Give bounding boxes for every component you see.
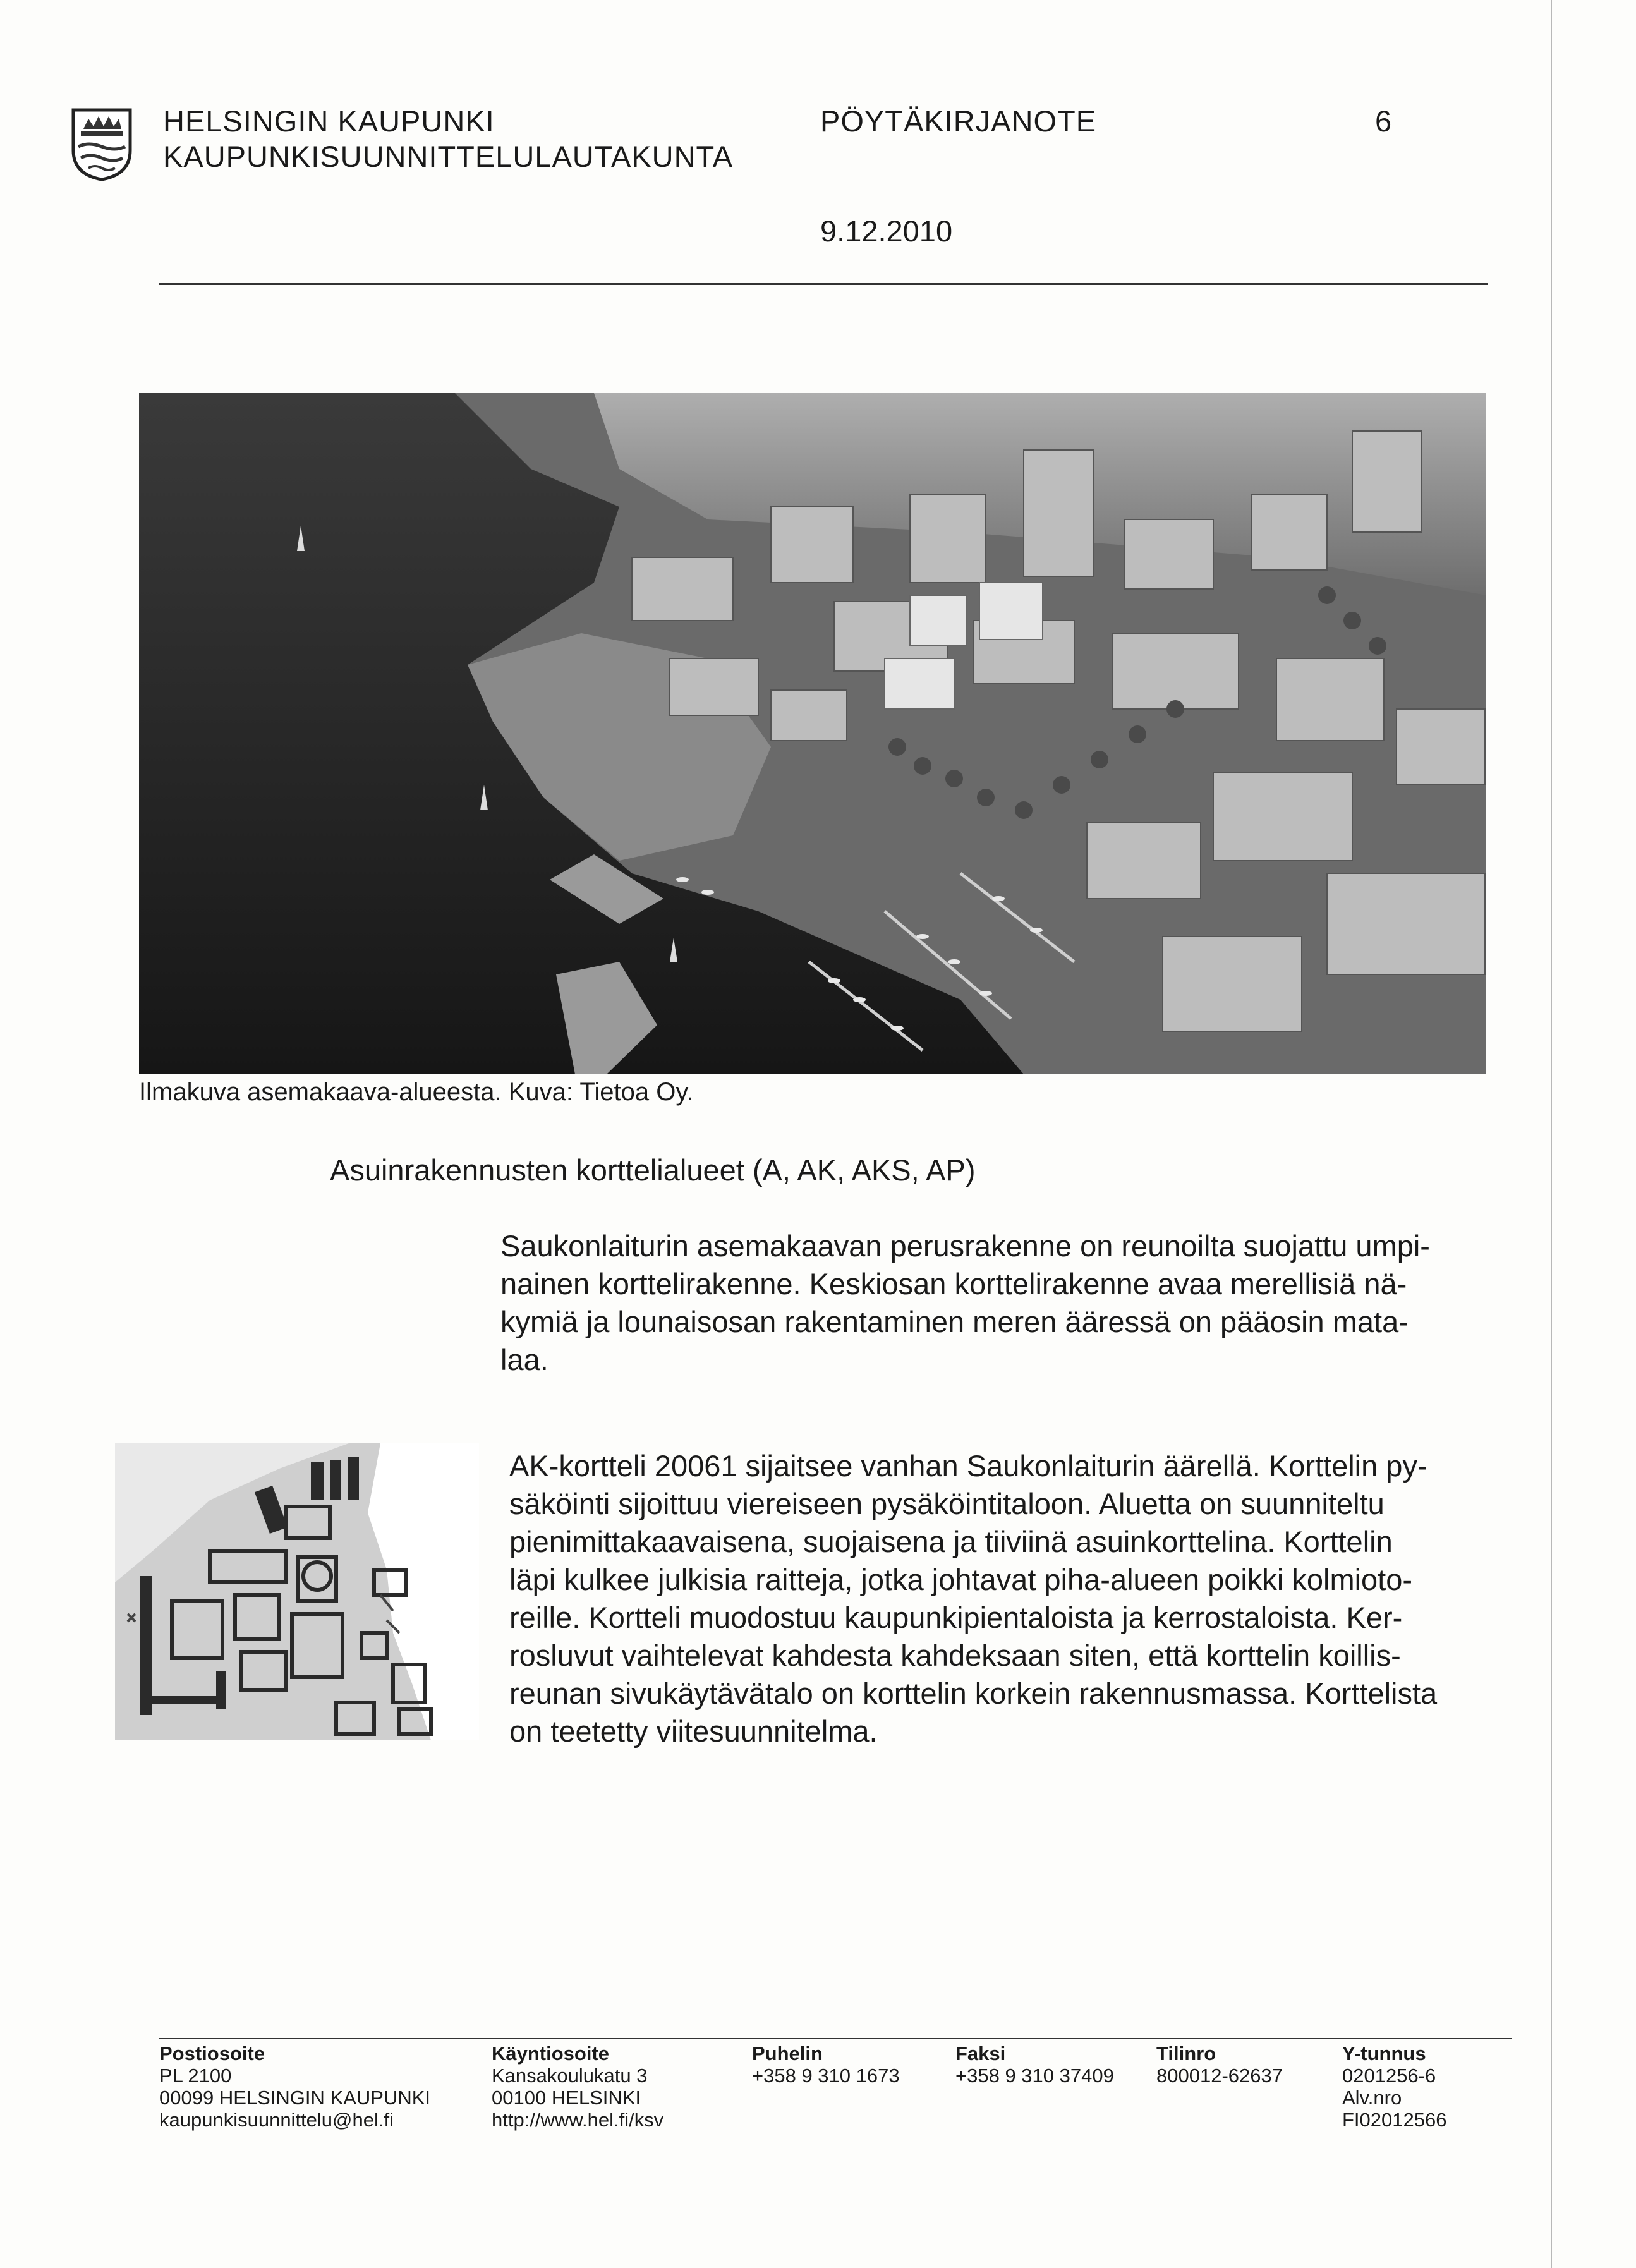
helsinki-crest-icon xyxy=(70,106,134,182)
section-heading: Asuinrakennusten korttelialueet (A, AK, AKS, AP) xyxy=(330,1153,976,1187)
aerial-image xyxy=(139,393,1486,1074)
paragraph-line: rosluvut vaihtelevat kahdesta kahdeksaan siten, että korttelin koillis- xyxy=(509,1639,1401,1672)
footer-fax xyxy=(955,2042,1114,2087)
paragraph-structure xyxy=(500,1227,1430,1379)
paragraph-line: Saukonlaiturin asemakaavan perusrakenne on reunoilta suojattu umpi- xyxy=(500,1229,1430,1263)
paragraph-line: AK-kortteli 20061 sijaitsee vanhan Saukonlaiturin äärellä. Korttelin py- xyxy=(509,1449,1427,1483)
footer-value: FI02012566 xyxy=(1342,2109,1447,2131)
scan-page-edge xyxy=(1551,0,1552,2268)
paragraph-line: on teetetty viitesuunnitelma. xyxy=(509,1714,878,1748)
footer-value: +358 9 310 1673 xyxy=(752,2065,900,2087)
block-plan-map xyxy=(115,1443,479,1740)
footer-visiting-address xyxy=(492,2042,663,2131)
footer-value: +358 9 310 37409 xyxy=(955,2065,1114,2087)
footer-label: Tilinro xyxy=(1156,2042,1216,2065)
document-date: 9.12.2010 xyxy=(820,214,953,248)
footer-label: Käyntiosoite xyxy=(492,2042,610,2065)
footer-label: Puhelin xyxy=(752,2042,823,2065)
footer-label: Y-tunnus xyxy=(1342,2042,1426,2065)
footer-value: Kansakoulukatu 3 xyxy=(492,2065,648,2087)
footer-phone xyxy=(752,2042,900,2087)
page-number: 6 xyxy=(1375,104,1392,138)
paragraph-line: laa. xyxy=(500,1343,548,1376)
paragraph-block-description xyxy=(509,1447,1437,1750)
footer-email[interactable]: kaupunkisuunnittelu@hel.fi xyxy=(159,2109,394,2131)
footer-value: 0201256-6 xyxy=(1342,2065,1436,2087)
document-type: PÖYTÄKIRJANOTE xyxy=(820,104,1097,138)
figure-caption: Ilmakuva asemakaava-alueesta. Kuva: Tietoa Oy. xyxy=(139,1078,694,1106)
footer-value: PL 2100 xyxy=(159,2065,232,2087)
footer-label: Faksi xyxy=(955,2042,1006,2065)
footer-bank-account xyxy=(1156,2042,1283,2087)
footer-value: 00100 HELSINKI xyxy=(492,2087,641,2109)
organization-name: HELSINGIN KAUPUNKI xyxy=(163,104,495,138)
footer-website[interactable]: http://www.hel.fi/ksv xyxy=(492,2109,664,2131)
paragraph-line: läpi kulkee julkisia raitteja, jotka johtavat piha-alueen poikki kolmioto- xyxy=(509,1563,1413,1596)
footer-divider xyxy=(159,2038,1512,2039)
paragraph-line: nainen korttelirakenne. Keskiosan korttelirakenne avaa merellisiä nä- xyxy=(500,1267,1407,1301)
footer-value: 00099 HELSINGIN KAUPUNKI xyxy=(159,2087,431,2109)
paragraph-line: säköinti sijoittuu viereiseen pysäköintitaloon. Aluetta on suunniteltu xyxy=(509,1487,1385,1520)
paragraph-line: pienimittakaavaisena, suojaisena ja tiiviinä asuinkorttelina. Korttelin xyxy=(509,1525,1393,1558)
footer-value: 800012-62637 xyxy=(1156,2065,1283,2087)
header-divider xyxy=(159,283,1488,285)
footer-postal-address xyxy=(159,2042,430,2131)
footer-label: Postiosoite xyxy=(159,2042,265,2065)
paragraph-line: reille. Kortteli muodostuu kaupunkipientaloista ja kerrostaloista. Ker- xyxy=(509,1601,1403,1634)
committee-name: KAUPUNKISUUNNITTELULAUTAKUNTA xyxy=(163,140,734,173)
paragraph-line: kymiä ja lounaisosan rakentaminen meren ääressä on pääosin mata- xyxy=(500,1305,1409,1338)
footer-value: Alv.nro xyxy=(1342,2087,1402,2109)
paragraph-line: reunan sivukäytävätalo on korttelin korkein rakennusmassa. Korttelista xyxy=(509,1677,1438,1710)
footer-business-id xyxy=(1342,2042,1446,2131)
